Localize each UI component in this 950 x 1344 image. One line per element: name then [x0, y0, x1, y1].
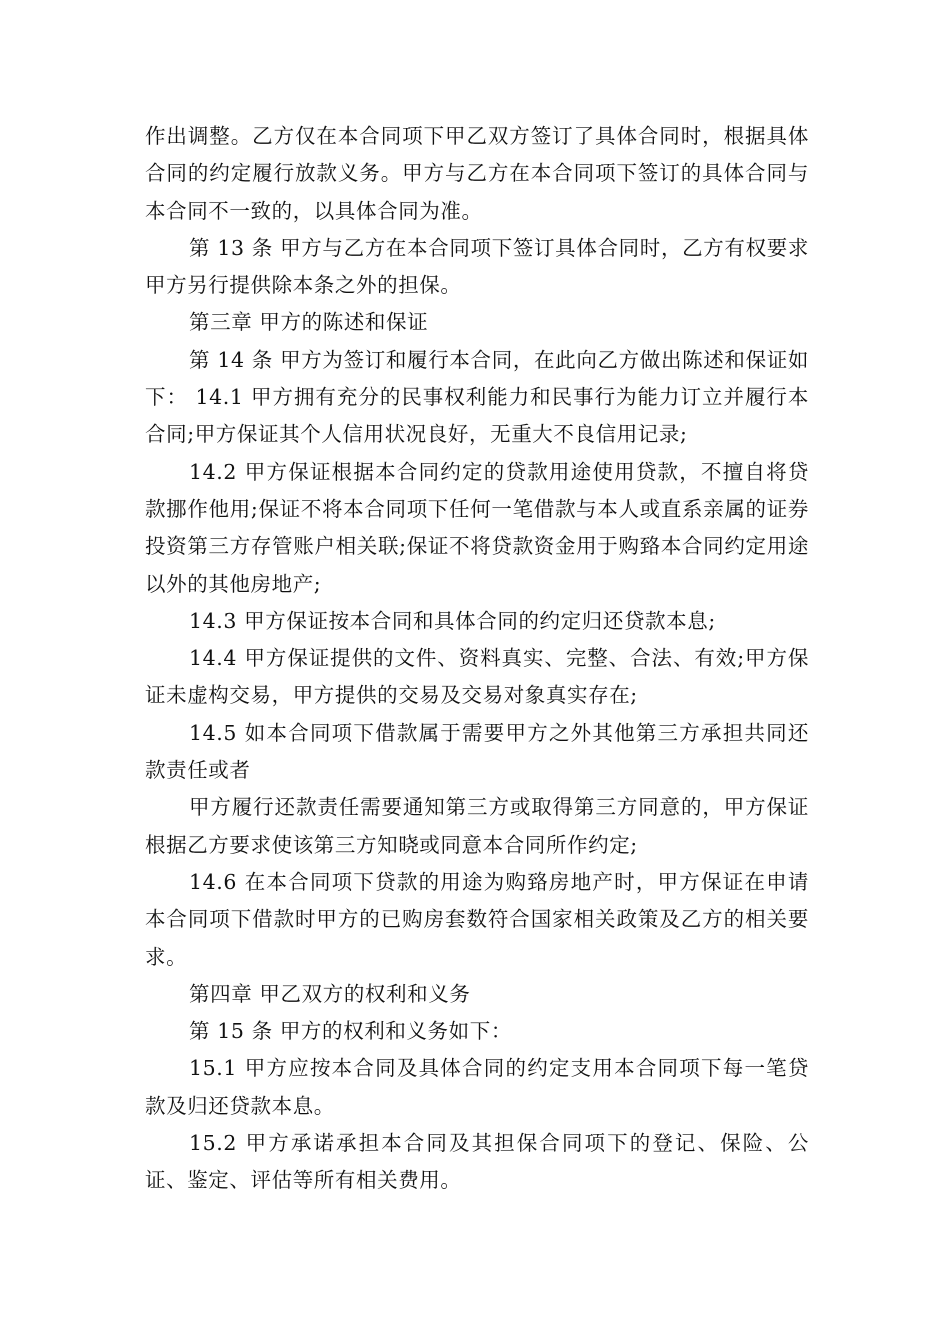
paragraph-clause-15-1: 15.1 甲方应按本合同及具体合同的约定支用本合同项下每一笔贷款及归还贷款本息。 [145, 1056, 809, 1118]
paragraph-clause-15-2: 15.2 甲方承诺承担本合同及其担保合同项下的登记、保险、公证、鉴定、评估等所有相关费用。 [145, 1131, 809, 1193]
paragraph-clause-14-3: 14.3 甲方保证按本合同和具体合同的约定归还贷款本息; [189, 608, 716, 633]
chapter-heading-4: 第四章 甲乙双方的权利和义务 [189, 981, 471, 1006]
paragraph-clause-14-2: 14.2 甲方保证根据本合同约定的贷款用途使用贷款，不擅自将贷款挪作他用;保证不将本合同项下任何一笔借款与本人或直系亲属的证券投资第三方存管账户相关联;保证不将贷款资金用于购臵本合同约定用途以外的其他房地产; [145, 459, 809, 596]
paragraph-clause-14-4: 14.4 甲方保证提供的文件、资料真实、完整、合法、有效;甲方保证未虚构交易，甲方提供的交易及交易对象真实存在; [145, 646, 809, 708]
paragraph-continuation: 作出调整。乙方仅在本合同项下甲乙双方签订了具体合同时，根据具体合同的约定履行放款义务。甲方与乙方在本合同项下签订的具体合同与本合同不一致的，以具体合同为准。 [145, 124, 809, 223]
document-body [145, 118, 809, 1200]
paragraph-article-14: 第 14 条 甲方为签订和履行本合同，在此向乙方做出陈述和保证如下： 14.1 甲方拥有充分的民事权利能力和民事行为能力订立并履行本合同;甲方保证其个人信用状况良好，无重大不良信用记录; [145, 347, 809, 447]
paragraph-clause-14-5: 14.5 如本合同项下借款属于需要甲方之外其他第三方承担共同还款责任或者 [145, 720, 809, 783]
paragraph-article-13: 第 13 条 甲方与乙方在本合同项下签订具体合同时，乙方有权要求甲方另行提供除本条之外的担保。 [145, 235, 809, 298]
paragraph-clause-14-5-continued: 甲方履行还款责任需要通知第三方或取得第三方同意的，甲方保证根据乙方要求使该第三方知晓或同意本合同所作约定; [145, 795, 809, 857]
paragraph-article-15: 第 15 条 甲方的权利和义务如下： [189, 1019, 512, 1044]
chapter-heading-3: 第三章 甲方的陈述和保证 [189, 310, 429, 335]
paragraph-clause-14-6: 14.6 在本合同项下贷款的用途为购臵房地产时，甲方保证在申请本合同项下借款时甲方的已购房套数符合国家相关政策及乙方的相关要求。 [145, 869, 809, 969]
